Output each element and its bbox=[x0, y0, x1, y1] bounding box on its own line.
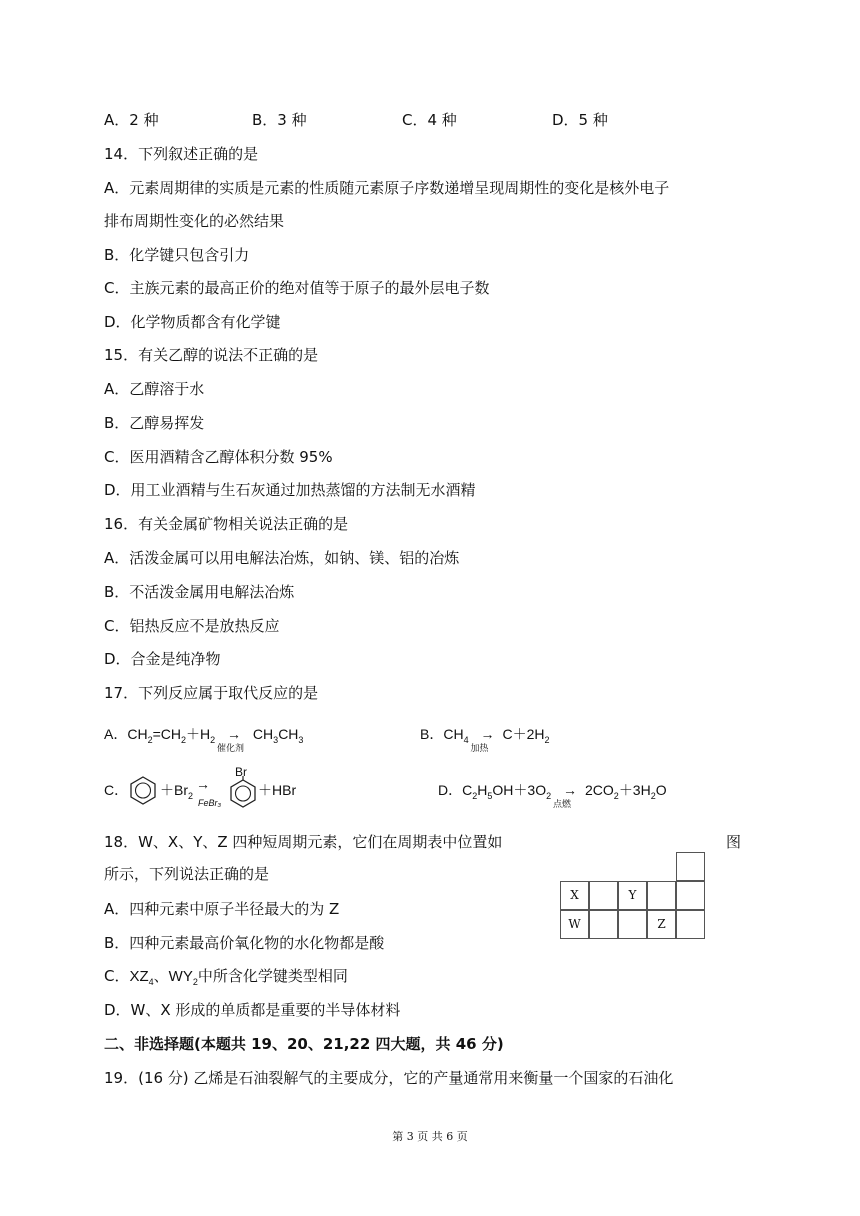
option-c: C．铝热反应不是放热反应 bbox=[104, 617, 280, 635]
reaction-condition: 加热 bbox=[470, 743, 489, 753]
option-label: C． bbox=[104, 967, 130, 985]
option-a-continued: 排布周期性变化的必然结果 bbox=[104, 212, 285, 230]
reaction-condition: FeBr₃ bbox=[198, 798, 222, 808]
option-a: A．乙醇溶于水 bbox=[104, 380, 205, 398]
option-label: C． bbox=[104, 782, 129, 798]
table-cell bbox=[589, 881, 618, 910]
table-cell bbox=[676, 910, 705, 939]
question-stem: 15．有关乙醇的说法不正确的是 bbox=[104, 346, 319, 364]
option-label: B． bbox=[420, 726, 444, 742]
option-label: D． bbox=[438, 782, 463, 798]
option-a: A．元素周期律的实质是元素的性质随元素原子序数递增呈现周期性的变化是核外电子 bbox=[104, 179, 670, 197]
option-c: C．$XZ_4$、$WY_2$中所含化学键类型相同 bbox=[104, 967, 348, 987]
table-cell bbox=[676, 852, 705, 881]
table-cell-y: Y bbox=[618, 881, 647, 910]
question-stem: 17．下列反应属于取代反应的是 bbox=[104, 684, 319, 702]
option-d: D．合金是纯净物 bbox=[104, 650, 221, 668]
question-stem: 16．有关金属矿物相关说法正确的是 bbox=[104, 515, 349, 533]
table-cell bbox=[647, 881, 676, 910]
option-c: C．主族元素的最高正价的绝对值等于原子的最外层电子数 bbox=[104, 279, 490, 297]
table-cell bbox=[618, 910, 647, 939]
option-d: D．用工业酒精与生石灰通过加热蒸馏的方法制无水酒精 bbox=[104, 481, 476, 499]
table-cell bbox=[589, 910, 618, 939]
option-a: A．2 种 bbox=[104, 111, 159, 129]
page-footer: 第 3 页 共 6 页 bbox=[392, 1130, 468, 1143]
benzene-ring-icon bbox=[128, 774, 158, 806]
bromobenzene-ring-icon bbox=[228, 776, 258, 808]
option-c-reagent: $+Br_2$ bbox=[160, 782, 194, 801]
reaction-condition: 催化剂 bbox=[217, 743, 245, 753]
option-b: B．不活泼金属用电解法冶炼 bbox=[104, 583, 295, 601]
option-c-formula bbox=[104, 780, 128, 800]
option-d: D．W、X 形成的单质都是重要的半导体材料 bbox=[104, 1001, 401, 1019]
table-cell-w: W bbox=[560, 910, 589, 939]
option-c: C．医用酒精含乙醇体积分数 95% bbox=[104, 448, 333, 466]
question-stem-end: 图 bbox=[726, 833, 742, 851]
question-stem: 18．W、X、Y、Z 四种短周期元素，它们在周期表中位置如 bbox=[104, 833, 503, 851]
question-stem-continued: 所示，下列说法正确的是 bbox=[104, 865, 270, 883]
option-c-product: ＋HBr bbox=[258, 782, 297, 798]
option-b-formula: B．$CH_4$ → 加热 $C+2H_2$ bbox=[420, 724, 550, 750]
option-c-text: 中所含化学键类型相同 bbox=[197, 967, 348, 985]
question-stem: 14．下列叙述正确的是 bbox=[104, 145, 259, 163]
option-b: B．化学键只包含引力 bbox=[104, 246, 250, 264]
option-d-formula: D．$C_2H_5OH+3O_2$ → 点燃 $2CO_2+3H_2O$ bbox=[438, 780, 667, 806]
section-heading: 二、非选择题(本题共 19、20、21,22 四大题，共 46 分) bbox=[104, 1035, 504, 1053]
option-c-arrow: → bbox=[196, 776, 210, 792]
table-cell bbox=[676, 881, 705, 910]
option-d: D．5 种 bbox=[552, 111, 608, 129]
reaction-condition: 点燃 bbox=[553, 799, 572, 809]
bromine-label: Br bbox=[235, 765, 247, 779]
option-a: A．活泼金属可以用电解法冶炼，如钠、镁、铝的冶炼 bbox=[104, 549, 460, 567]
option-a-formula: A．$CH_2=CH_2+H_2$ → 催化剂 $CH_3CH_3$ bbox=[104, 724, 303, 750]
table-cell-z: Z bbox=[647, 910, 676, 939]
option-b: B．3 种 bbox=[252, 111, 307, 129]
option-b: B．乙醇易挥发 bbox=[104, 414, 205, 432]
option-d: D．化学物质都含有化学键 bbox=[104, 313, 281, 331]
option-a: A．四种元素中原子半径最大的为 Z bbox=[104, 900, 340, 918]
table-cell-x: X bbox=[560, 881, 589, 910]
option-c: C．4 种 bbox=[402, 111, 457, 129]
option-b: B．四种元素最高价氧化物的水化物都是酸 bbox=[104, 934, 385, 952]
question-stem: 19．(16 分) 乙烯是石油裂解气的主要成分，它的产量通常用来衡量一个国家的石油化 bbox=[104, 1069, 674, 1087]
option-label: A． bbox=[104, 726, 128, 742]
